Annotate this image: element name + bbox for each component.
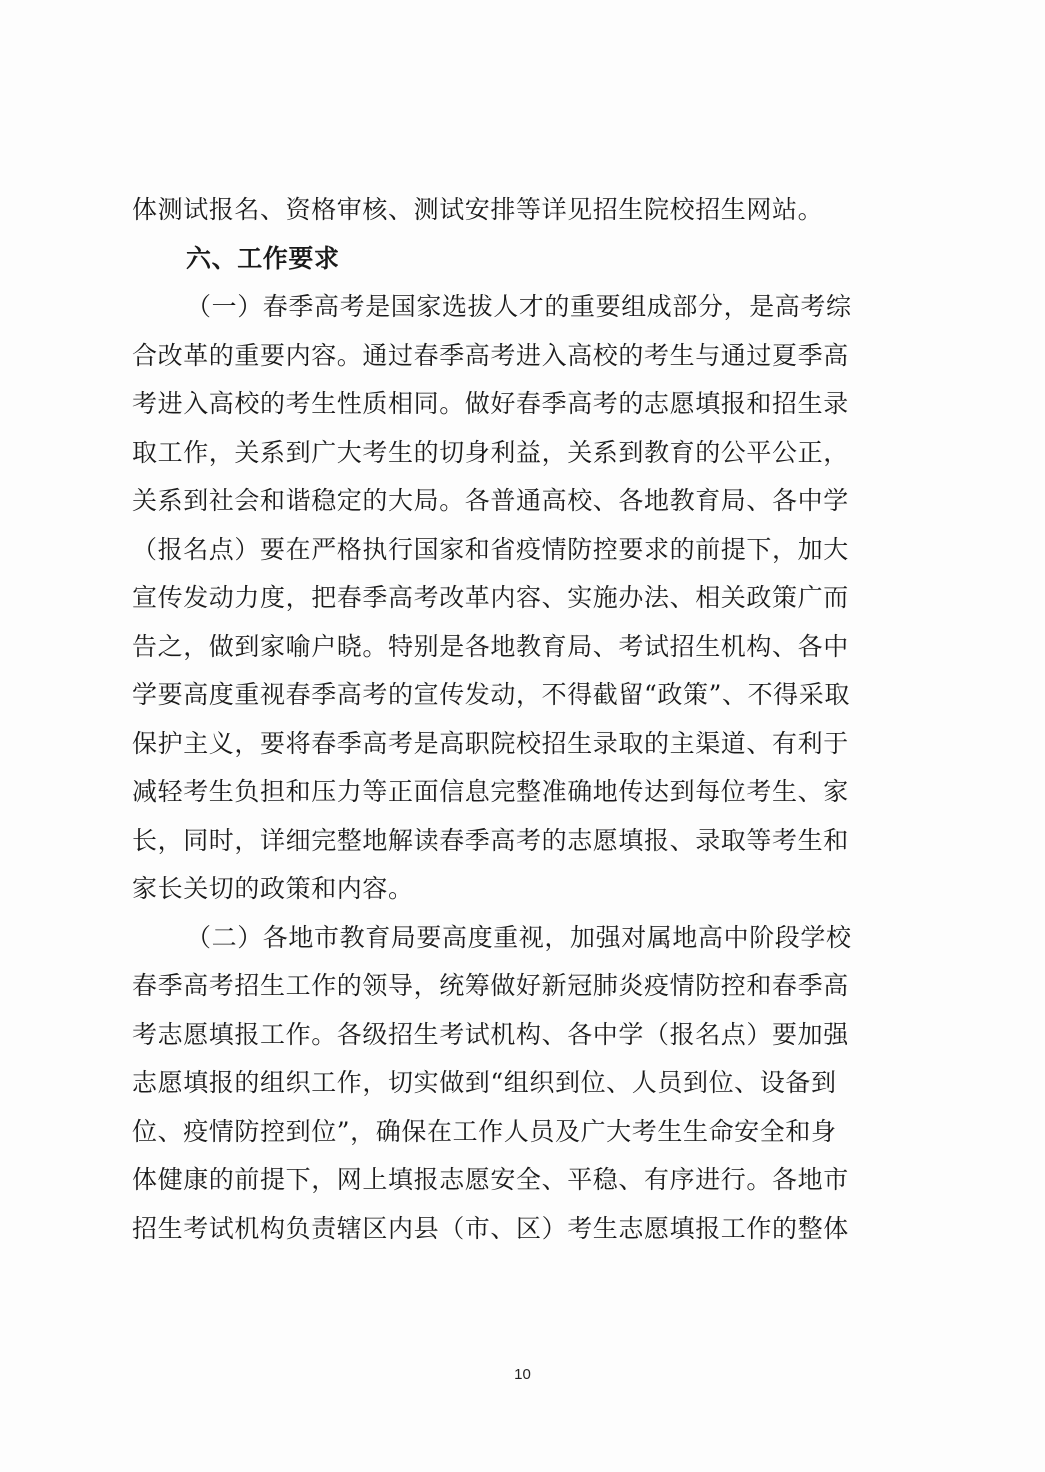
text-line: 体测试报名、资格审核、测试安排等详见招生院校招生网站。 — [132, 195, 824, 224]
text-line: 保护主义，要将春季高考是高职院校招生录取的主渠道、有利于 — [132, 728, 849, 758]
text-line: 减轻考生负担和压力等正面信息完整准确地传达到每位考生、家 — [132, 777, 849, 806]
paragraph-1-start: （一）春季高考是国家选拔人才的重要组成部分，是高考综 — [186, 292, 852, 321]
text-line: 学要高度重视春季高考的宣传发动，不得截留“政策”、不得采取 — [132, 680, 850, 709]
page-number: 10 — [514, 1366, 531, 1383]
text-line: 取工作，关系到广大考生的切身利益，关系到教育的公平公正， — [132, 437, 849, 467]
body-text — [132, 186, 907, 1253]
text-line: 招生考试机构负责辖区内县（市、区）考生志愿填报工作的整体 — [132, 1213, 849, 1243]
text-line: （报名点）要在严格执行国家和省疫情防控要求的前提下，加大 — [132, 534, 849, 564]
text-line: 关系到社会和谐稳定的大局。各普通高校、各地教育局、各中学 — [132, 486, 849, 515]
text-line: 考进入高校的考生性质相同。做好春季高考的志愿填报和招生录 — [132, 389, 849, 418]
text-line: 志愿填报的组织工作，切实做到“组织到位、人员到位、设备到 — [132, 1068, 837, 1097]
paragraph-2-start: （二）各地市教育局要高度重视，加强对属地高中阶段学校 — [186, 922, 852, 952]
text-line: 考志愿填报工作。各级招生考试机构、各中学（报名点）要加强 — [132, 1019, 849, 1049]
text-line: 家长关切的政策和内容。 — [132, 874, 414, 903]
text-line: 春季高考招生工作的领导，统筹做好新冠肺炎疫情防控和春季高 — [132, 971, 849, 1000]
section-heading: 六、工作要求 — [186, 243, 340, 273]
text-line: 长，同时，详细完整地解读春季高考的志愿填报、录取等考生和 — [132, 825, 849, 855]
text-line: 告之，做到家喻户晓。特别是各地教育局、考试招生机构、各中 — [132, 631, 849, 661]
text-line: 宣传发动力度，把春季高考改革内容、实施办法、相关政策广而 — [132, 583, 849, 612]
text-line: 合改革的重要内容。通过春季高考进入高校的考生与通过夏季高 — [132, 340, 849, 370]
text-line: 位、疫情防控到位”，确保在工作人员及广大考生生命安全和身 — [132, 1116, 837, 1146]
text-line: 体健康的前提下，网上填报志愿安全、平稳、有序进行。各地市 — [132, 1165, 849, 1194]
